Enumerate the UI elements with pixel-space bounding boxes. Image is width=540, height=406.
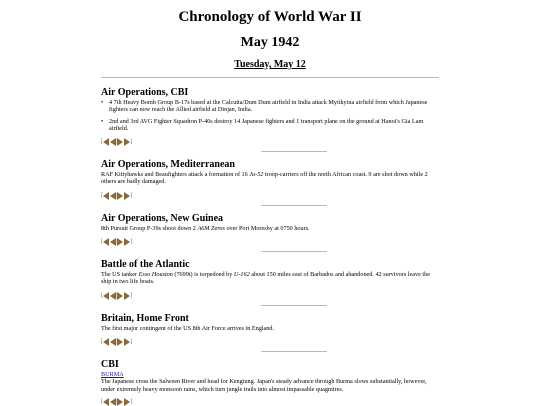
section-title: Air Operations, New Guinea [101,213,224,224]
section-text: The first major contingent of the US 8th Air Force arrives in England. [101,325,275,332]
section-battle-of-the-atlantic [101,259,439,286]
rewind-icon[interactable] [103,192,116,200]
nav-arrows: [ | ] [101,239,133,245]
divider [261,205,327,206]
section-text: RAF Kittyhawks and Beaufighters attack a formation of 16 Ju-52 troop-carriers off the north African coast. 9 are shot down while 2 others are badly damaged. [101,171,428,186]
rewind-icon[interactable] [103,292,116,300]
fast-forward-icon[interactable] [117,238,130,246]
burma-link[interactable]: BURMA [101,371,124,378]
rewind-icon[interactable] [103,138,116,146]
list-item: • 2nd and 3rd AVG Fighter Squadron P-40s destroy 14 Japanese fighters and 1 transport plane on the ground at Hanoi's Gia Lam airfield. [101,118,439,133]
section-text: The US tanker Esso Houston (7699t) is torpedoed by U-162 about 150 miles east of Barbados and abandoned. 42 survivors leave the ship in two life boats. [101,271,430,286]
date-heading: Tuesday, May 12 [234,59,306,70]
section-title: CBI [101,359,119,370]
divider [261,305,327,306]
section-title: Air Operations, CBI [101,87,189,98]
section-air-operations-mediterranean [101,159,439,186]
section-cbi [101,359,439,393]
list-item: • 4 7th Heavy Bomb Group B-17s based at the Calcutta/Dum Dum airfield in India attack Myitkyina airfield from which Japanese fighters can now reach the Allied airfield at Dinjan, India. [101,99,439,114]
nav-arrows: [ | ] [101,139,133,145]
rewind-icon[interactable] [103,338,116,346]
nav-arrows: [ | ] [101,399,133,405]
divider [261,351,327,352]
fast-forward-icon[interactable] [117,192,130,200]
nav-arrows: [ | ] [101,339,133,345]
divider [101,77,439,78]
fast-forward-icon[interactable] [117,138,130,146]
nav-arrows: [ | ] [101,293,133,299]
section-text: 8th Pursuit Group P-39s shoot down 2 A6M Zeros over Port Moresby at 0750 hours. [101,225,310,232]
section-britain-home-front [101,313,439,332]
section-title: Britain, Home Front [101,313,189,324]
fast-forward-icon[interactable] [117,292,130,300]
section-title: Battle of the Atlantic [101,259,190,270]
fast-forward-icon[interactable] [117,338,130,346]
nav-arrows: [ | ] [101,193,133,199]
page-title: Chronology of World War II [178,9,362,25]
divider [261,251,327,252]
section-air-operations-new-guinea [101,213,439,232]
rewind-icon[interactable] [103,238,116,246]
section-text: The Japanese cross the Salween River and head for Kengtung. Japan's steady advance through Burma slows substantially, however, under extremely heavy monsoon rains, which turn jungle trails into almost impassable quagmires. [101,378,427,393]
divider [261,151,327,152]
month-heading: May 1942 [240,35,300,50]
section-title: Air Operations, Mediterranean [101,159,235,170]
section-air-operations-cbi [101,87,439,137]
